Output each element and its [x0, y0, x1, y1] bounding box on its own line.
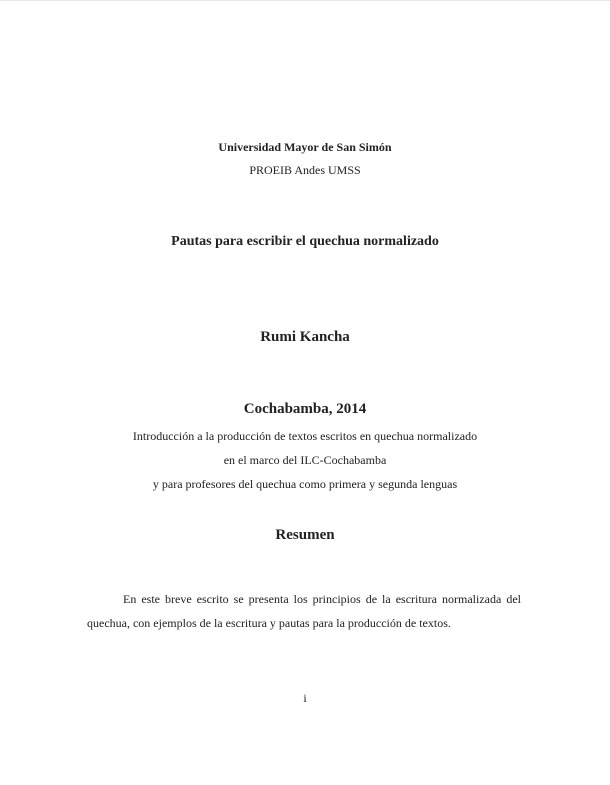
author-name: Rumi Kancha [260, 329, 350, 345]
intro-line-2: en el marco del ILC-Cochabamba [223, 453, 387, 467]
page-number: i [303, 691, 307, 705]
place-and-date: Cochabamba, 2014 [243, 401, 367, 417]
university-name: Universidad Mayor de San Simón [218, 140, 392, 154]
abstract-body [87, 587, 521, 635]
abstract-heading: Resumen [275, 527, 335, 543]
abstract-paragraph: En este breve escrito se presenta los principios de la escritura normalizada del quechua, con ejemplos de la escritura y pautas para la producción de textos. [87, 592, 521, 630]
document-title: Pautas para escribir el quechua normalizado [171, 234, 439, 249]
intro-line-1: Introducción a la producción de textos escritos en quechua normalizado [132, 429, 478, 443]
intro-line-3: y para profesores del quechua como primera y segunda lenguas [152, 477, 458, 491]
program-name: PROEIB Andes UMSS [249, 163, 361, 177]
